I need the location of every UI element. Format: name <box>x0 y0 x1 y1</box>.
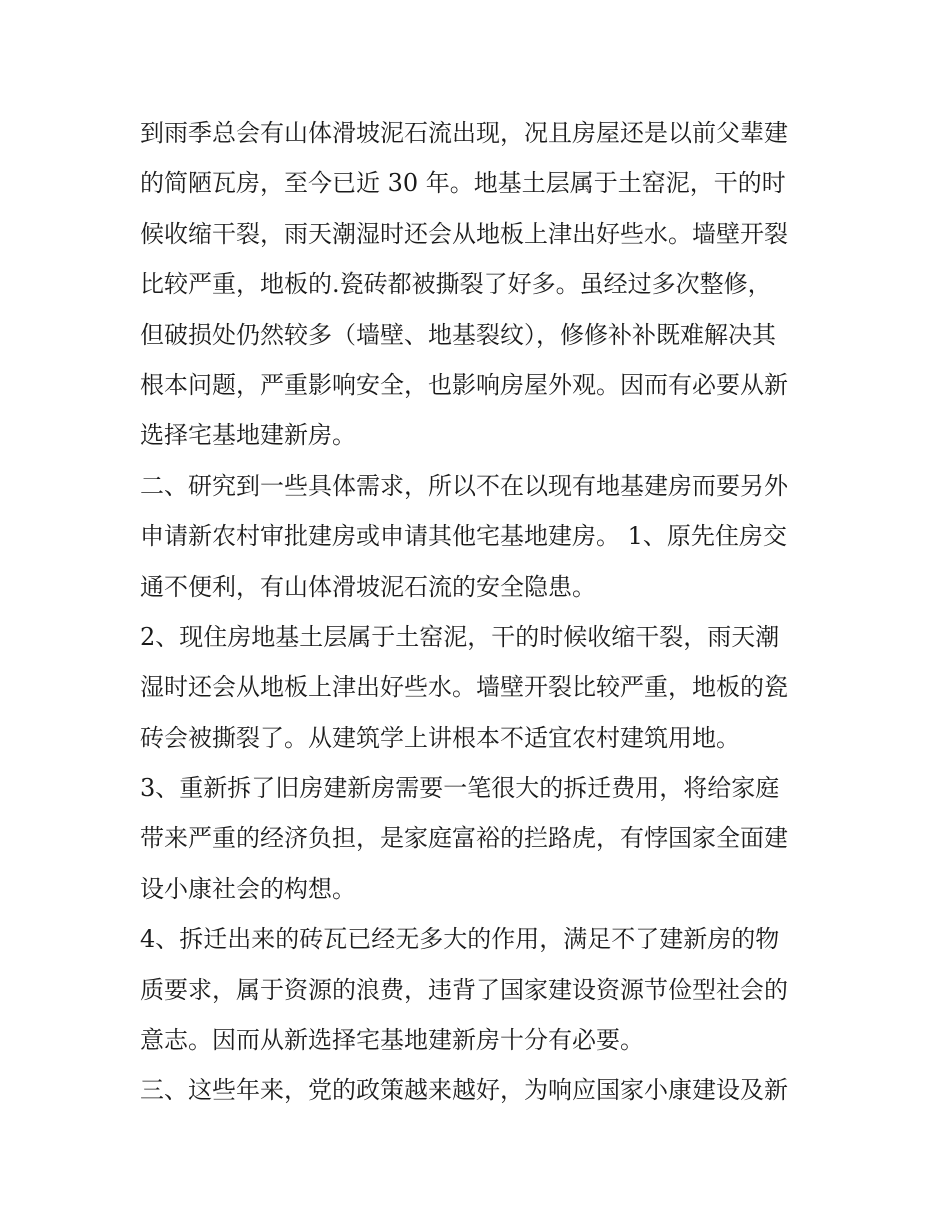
text-line: 湿时还会从地板上津出好些水。墙壁开裂比较严重，地板的瓷 <box>140 673 788 702</box>
text-line: 的简陋瓦房，至今已近 30 年。地基土层属于土窑泥，干的时 <box>140 169 786 198</box>
text-line: 根本问题，严重影响安全，也影响房屋外观。因而有必要从新 <box>140 370 788 399</box>
text-line: 到雨季总会有山体滑坡泥石流出现，况且房屋还是以前父辈建 <box>140 119 788 147</box>
text-line: 带来严重的经济负担，是家庭富裕的拦路虎，有悖国家全面建 <box>140 824 788 853</box>
text-line: 申请新农村审批建房或申请其他宅基地建房。 1、原先住房交 <box>140 522 787 551</box>
document-body <box>140 108 812 1116</box>
text-line: 意志。因而从新选择宅基地建新房十分有必要。 <box>140 1026 644 1055</box>
text-line: 选择宅基地建新房。 <box>140 421 356 450</box>
text-line: 二、研究到一些具体需求，所以不在以现有地基建房而要另外 <box>140 471 788 500</box>
text-line: 但破损处仍然较多（墙壁、地基裂纹），修修补补既难解决其 <box>140 320 776 349</box>
text-line: 2、现住房地基土层属于土窑泥，干的时候收缩干裂，雨天潮 <box>140 622 780 651</box>
text-line: 比较严重，地板的.瓷砖都被撕裂了好多。虽经过多次整修， <box>140 270 772 299</box>
text-line: 3、重新拆了旧房建新房需要一笔很大的拆迁费用，将给家庭 <box>140 774 780 803</box>
text-line: 砖会被撕裂了。从建筑学上讲根本不适宜农村建筑用地。 <box>140 723 740 752</box>
text-line: 4、拆迁出来的砖瓦已经无多大的作用，满足不了建新房的物 <box>140 925 780 954</box>
text-line: 通不便利，有山体滑坡泥石流的安全隐患。 <box>140 572 596 601</box>
text-line: 设小康社会的构想。 <box>140 874 356 903</box>
text-line: 三、这些年来，党的政策越来越好，为响应国家小康建设及新 <box>140 1076 788 1105</box>
text-line: 质要求，属于资源的浪费，违背了国家建设资源节俭型社会的 <box>140 975 788 1004</box>
text-line: 候收缩干裂，雨天潮湿时还会从地板上津出好些水。墙壁开裂 <box>140 219 788 248</box>
